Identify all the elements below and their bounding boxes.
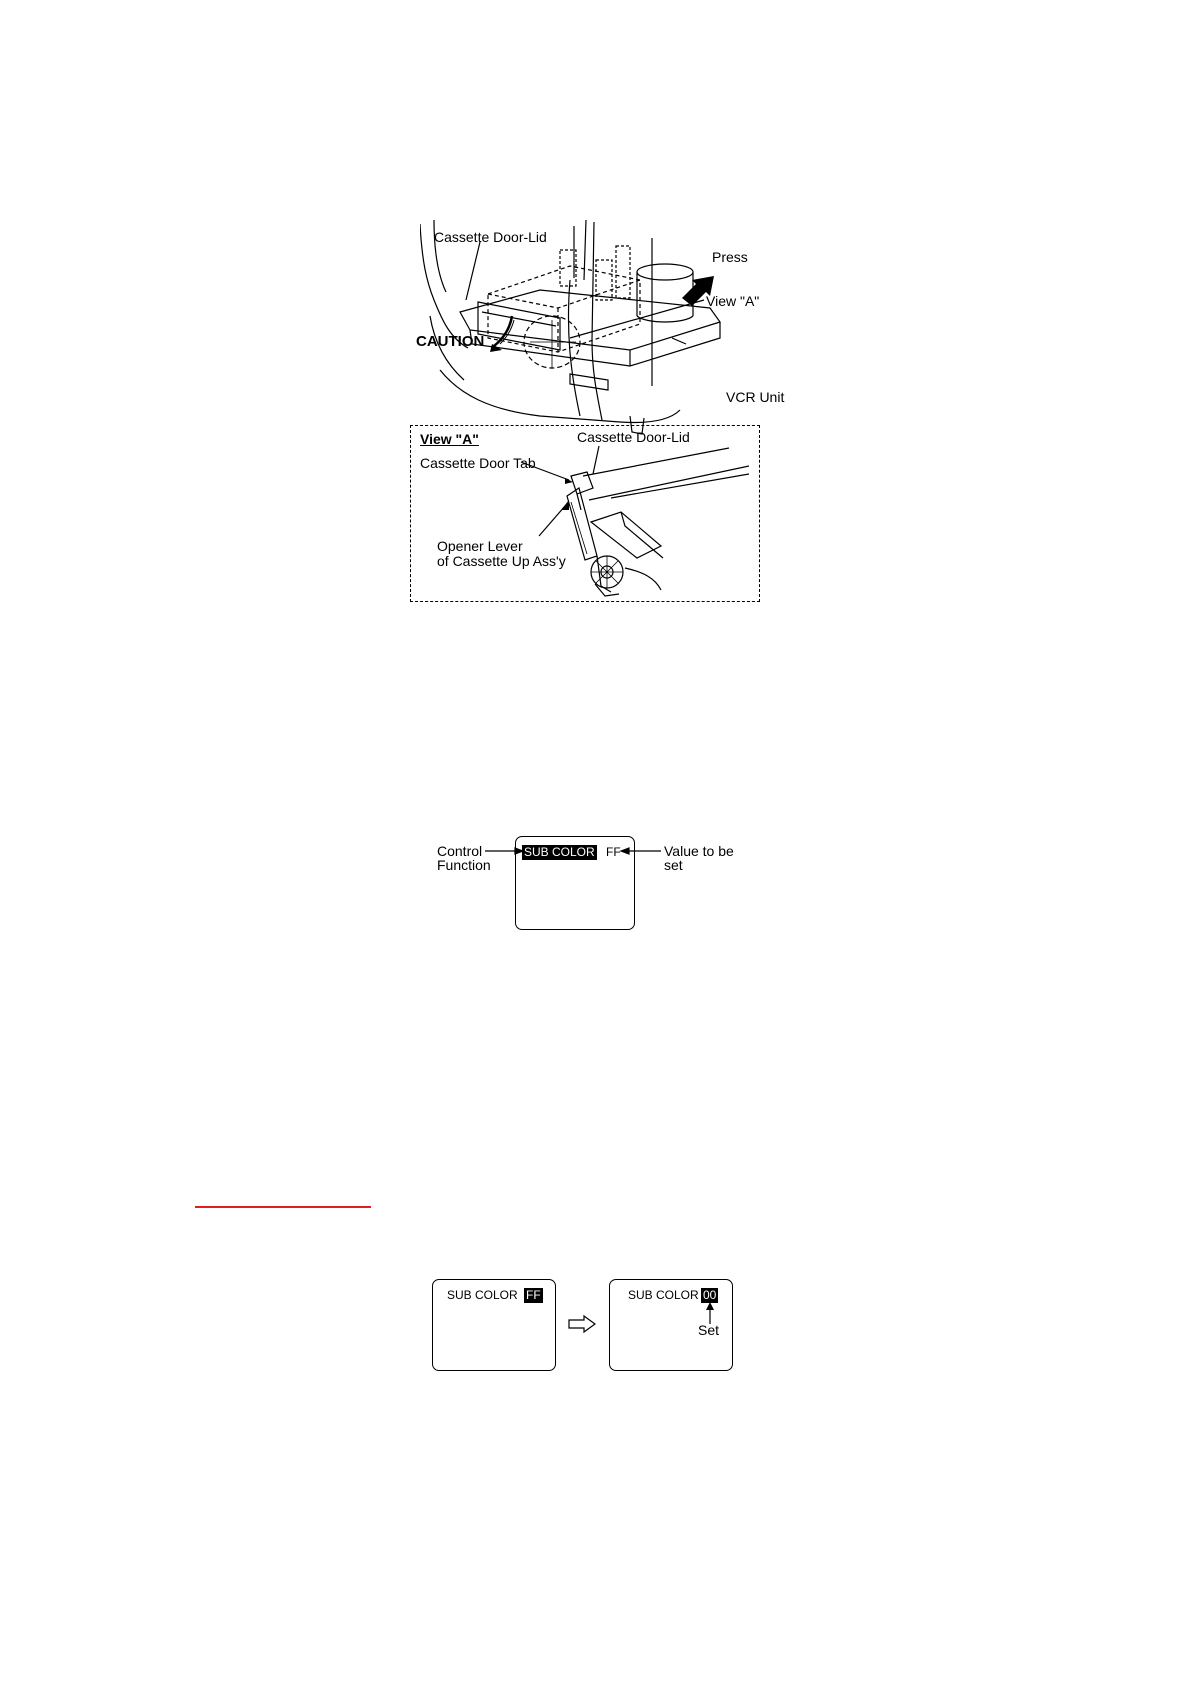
- after-set-label: Set: [698, 1322, 720, 1338]
- label-set: set: [664, 857, 683, 873]
- label-vcr-unit: VCR Unit: [726, 389, 785, 405]
- label-value-to-be: Value to be: [664, 843, 734, 859]
- label-opener-lever-2: of Cassette Up Ass'y: [437, 553, 566, 569]
- after-function-name: SUB COLOR: [628, 1288, 699, 1302]
- before-function-value: FF: [526, 1288, 541, 1302]
- vcr-unit-illustration: [420, 220, 810, 442]
- label-opener-lever-1: Opener Lever: [437, 538, 523, 554]
- label-caution: CAUTION: [416, 333, 485, 350]
- figure3-arrows: [437, 836, 757, 932]
- tv-screen-after: [609, 1279, 733, 1371]
- label-cassette-door-lid-2: Cassette Door-Lid: [577, 429, 690, 445]
- label-function: Function: [437, 857, 491, 873]
- figure-vcr-unit: [416, 220, 810, 442]
- before-function-name: SUB COLOR: [447, 1288, 518, 1302]
- screen-function-value: FF: [606, 845, 621, 859]
- figure-control-screen: [437, 836, 757, 932]
- figure-view-a: [410, 425, 760, 602]
- after-function-value: 00: [703, 1288, 717, 1302]
- view-a-title: View "A": [420, 431, 479, 447]
- view-a-illustration: [411, 426, 759, 601]
- label-cassette-door-lid: Cassette Door-Lid: [434, 229, 547, 245]
- screen-function-name: SUB COLOR: [524, 845, 595, 859]
- label-cassette-door-tab: Cassette Door Tab: [420, 455, 536, 471]
- hollow-arrow-icon: [568, 1315, 596, 1333]
- up-arrow-icon: [704, 1302, 716, 1324]
- tv-screen-before: [432, 1279, 556, 1371]
- label-press: Press: [712, 249, 748, 265]
- label-view-a: View "A": [706, 293, 760, 309]
- label-control: Control: [437, 843, 483, 859]
- figure-sub-color-change: [432, 1279, 732, 1372]
- red-underline-rule: [195, 1206, 371, 1208]
